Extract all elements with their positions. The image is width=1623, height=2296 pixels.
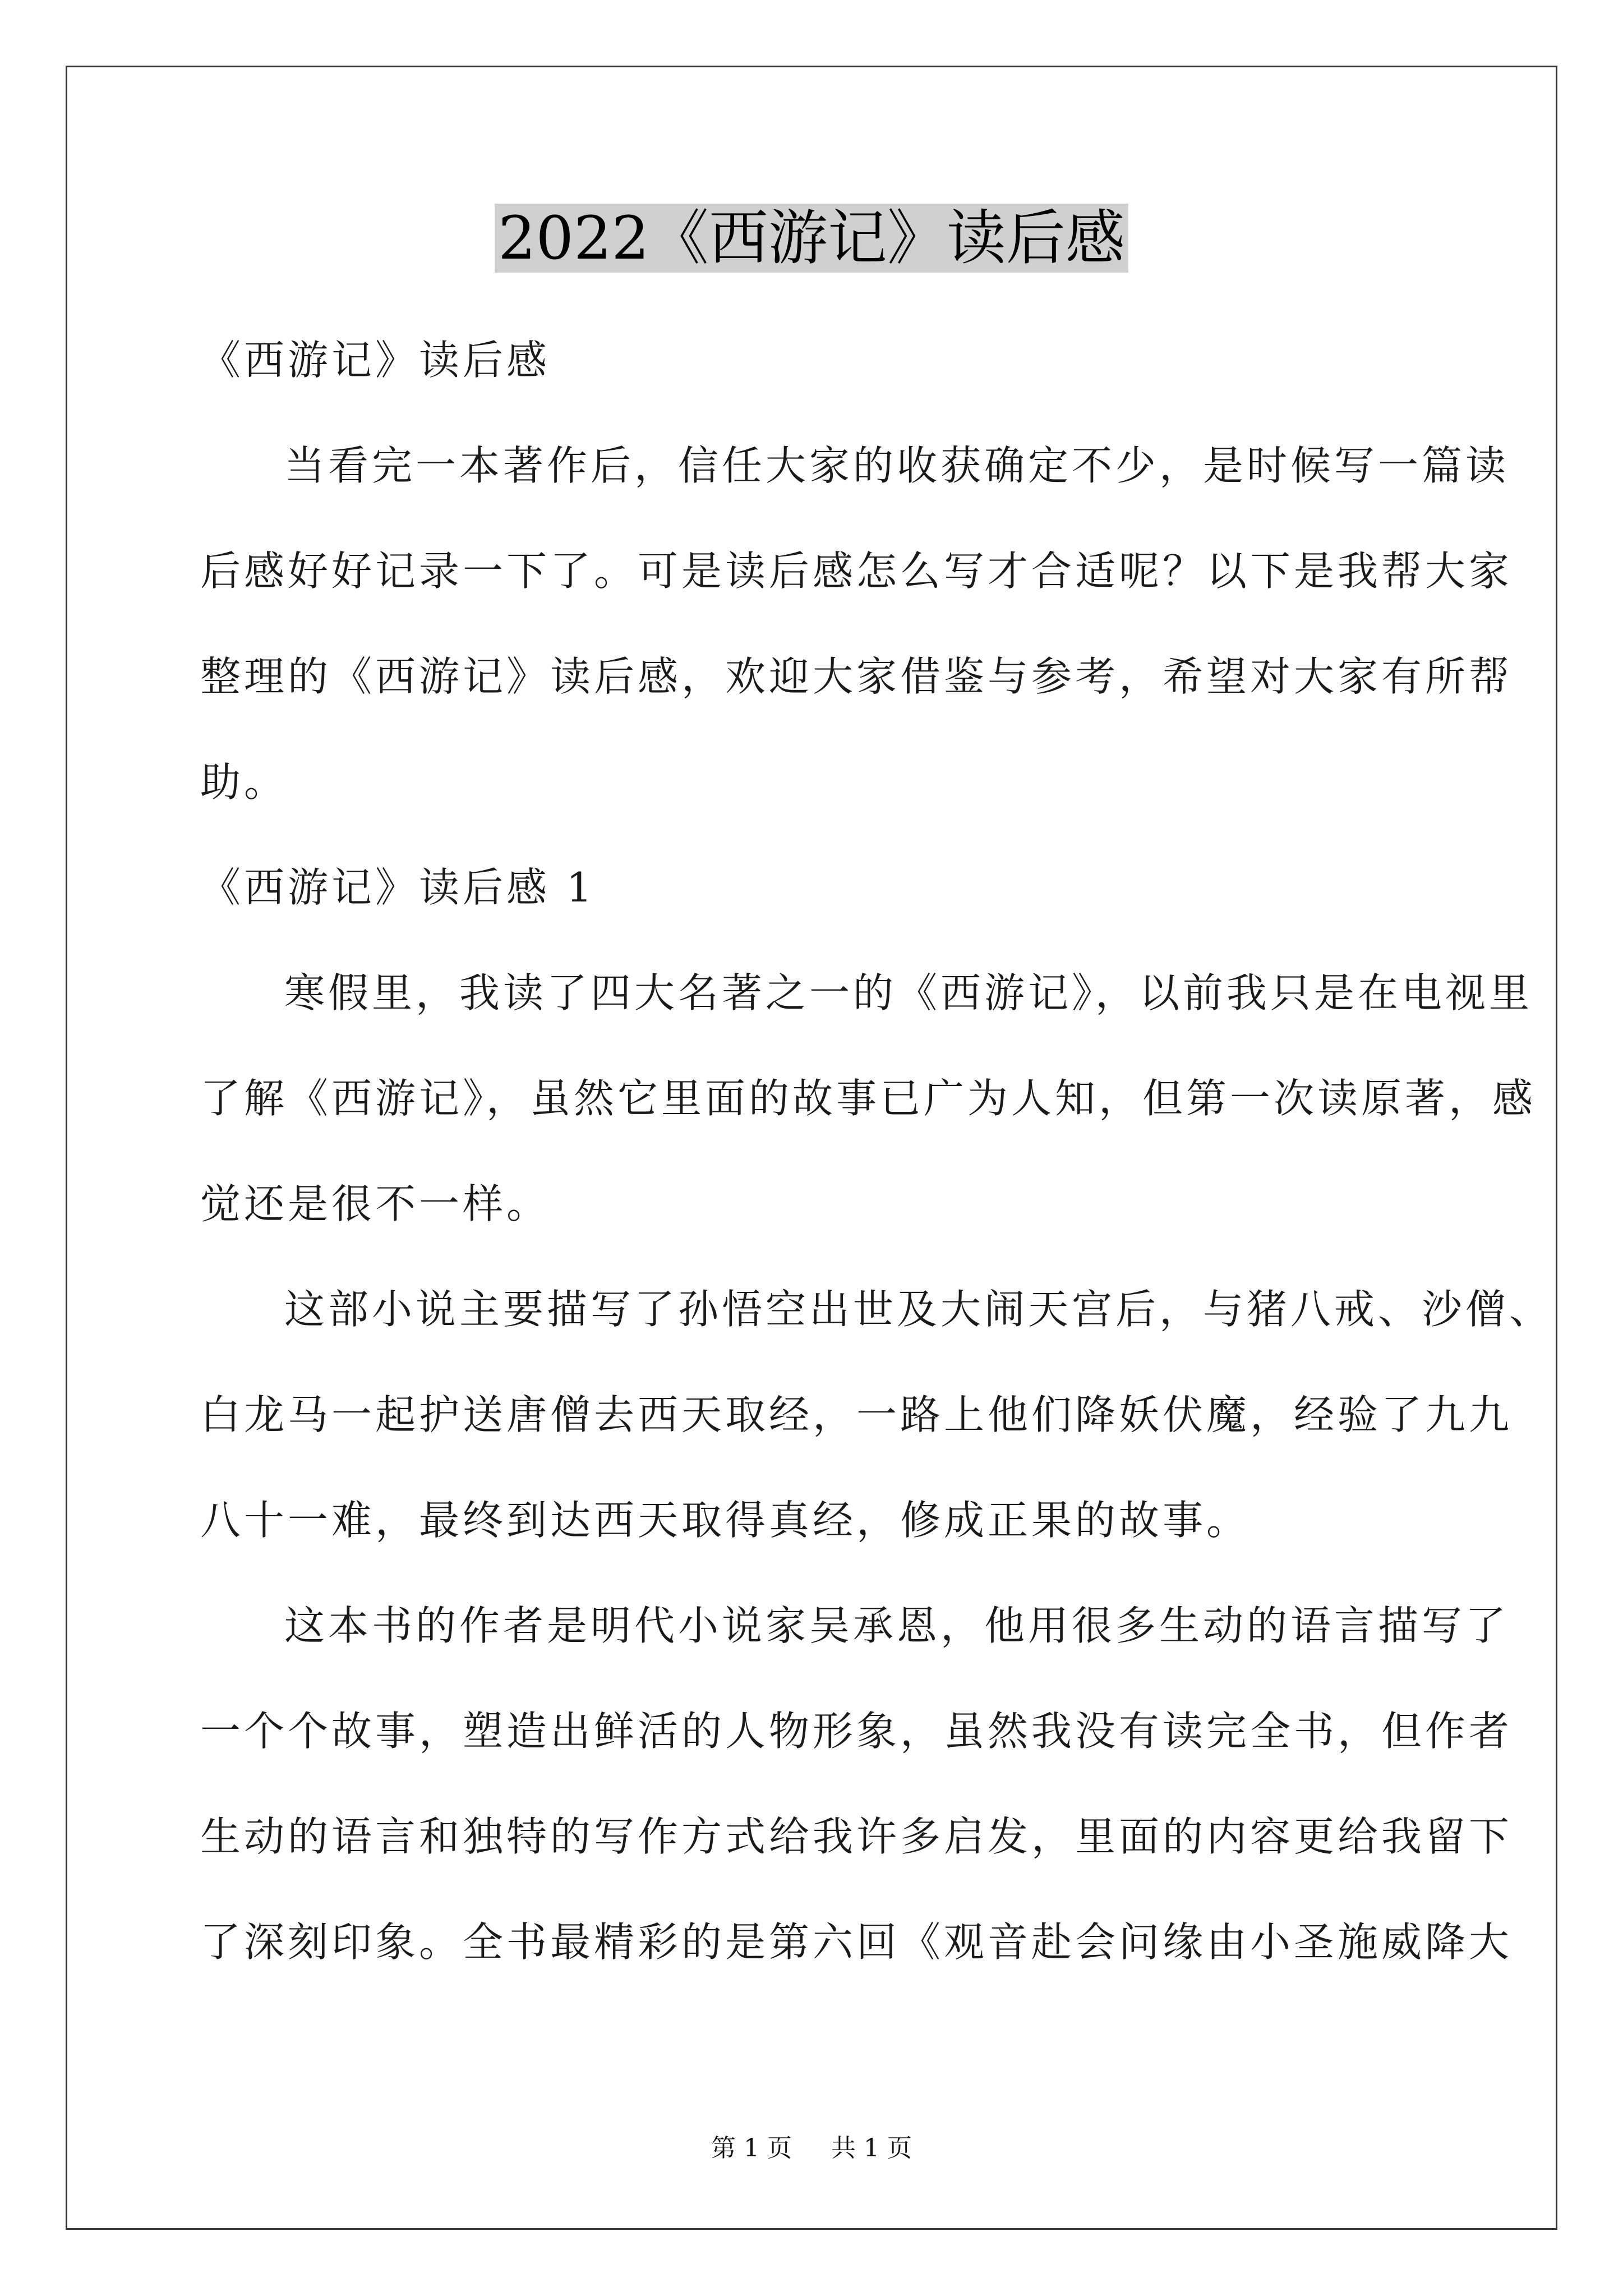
paragraph-line: 这部小说主要描写了孙悟空出世及大闹天宫后，与猪八戒、沙僧、 (284, 1286, 1553, 1333)
paragraph-line: 寒假里，我读了四大名著之一的《西游记》，以前我只是在电视里 (284, 969, 1533, 1016)
page-number-total: 共 1 页 (831, 2134, 912, 2162)
paragraph-line: 整理的《西游记》读后感，欢迎大家借鉴与参考，希望对大家有所帮 (200, 653, 1513, 700)
paragraph-line: 了深刻印象。全书最精彩的是第六回《观音赴会问缘由小圣施威降大 (200, 1918, 1513, 1966)
section-heading: 《西游记》读后感 (200, 337, 551, 384)
paragraph-line: 助。 (200, 758, 288, 806)
paragraph-line: 了解《西游记》，虽然它里面的故事已广为人知，但第一次读原著，感 (200, 1075, 1537, 1122)
document-title-text: 2022《西游记》读后感 (495, 204, 1128, 273)
paragraph-line: 当看完一本著作后，信任大家的收获确定不少，是时候写一篇读 (284, 442, 1510, 489)
page-footer (0, 2132, 1623, 2165)
paragraph-line: 后感好好记录一下了。可是读后感怎么写才合适呢？以下是我帮大家 (200, 547, 1513, 595)
paragraph-line: 八十一难，最终到达西天取得真经，修成正果的故事。 (200, 1497, 1251, 1544)
paragraph-line: 一个个故事，塑造出鲜活的人物形象，虽然我没有读完全书，但作者 (200, 1708, 1513, 1755)
paragraph-line: 白龙马一起护送唐僧去西天取经，一路上他们降妖伏魔，经验了九九 (200, 1391, 1513, 1438)
page-number-current: 第 1 页 (711, 2134, 792, 2162)
document-body (200, 307, 1553, 1995)
section-heading: 《西游记》读后感 1 (200, 864, 596, 911)
paragraph-line: 觉还是很不一样。 (200, 1180, 551, 1227)
paragraph-line: 这本书的作者是明代小说家吴承恩，他用很多生动的语言描写了 (284, 1602, 1510, 1649)
paragraph-line: 生动的语言和独特的写作方式给我许多启发，里面的内容更给我留下 (200, 1813, 1513, 1860)
document-title (0, 199, 1623, 278)
